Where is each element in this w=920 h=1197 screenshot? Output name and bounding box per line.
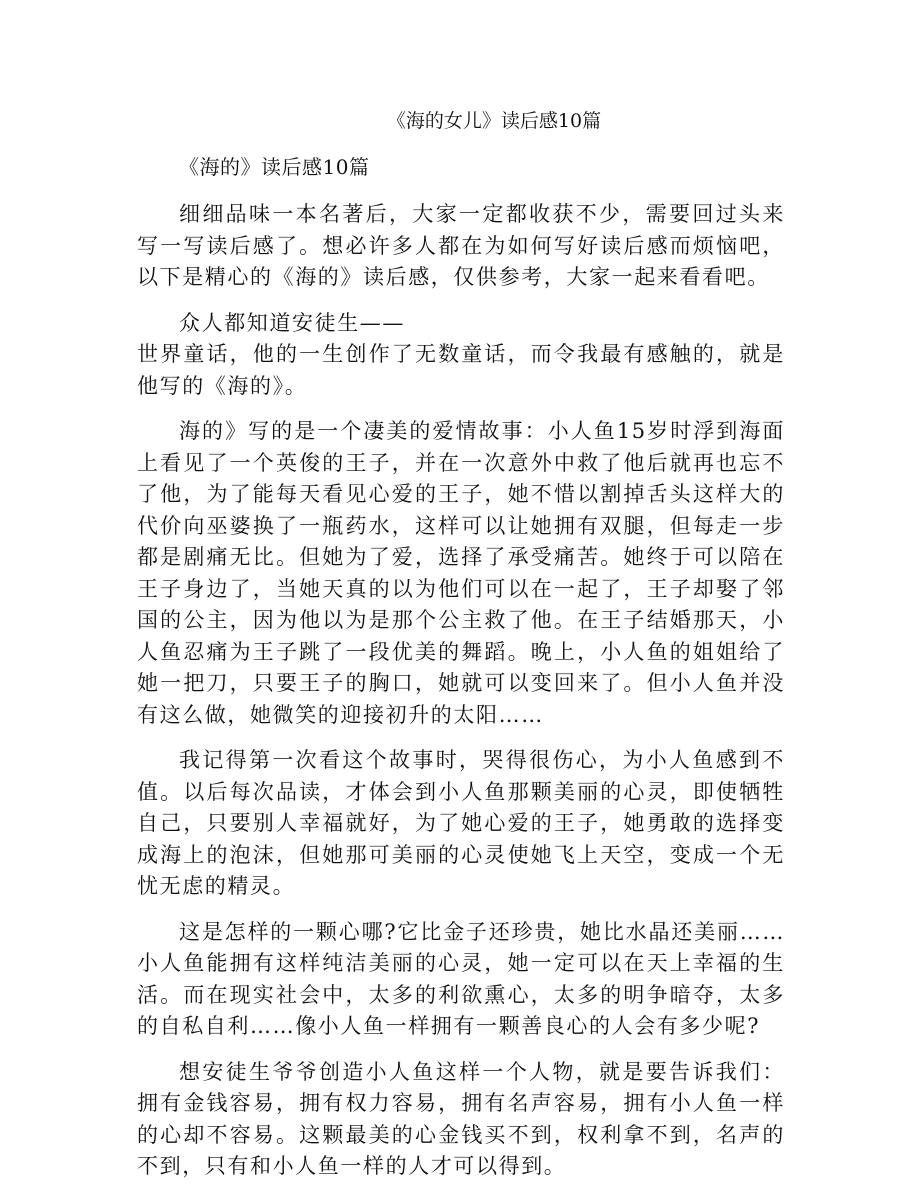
paragraph-intro: 细细品味一本名著后，大家一定都收获不少，需要回过头来写一写读后感了。想必许多人都在为如何写好读后感而烦恼吧，以下是精心的《海的》读后感，仅供参考，大家一起来看看吧。	[137, 202, 785, 289]
paragraph-memory: 我记得第一次看这个故事时，哭得很伤心，为小人鱼感到不值。以后每次品读，才体会到小人鱼那颗美丽的心灵，即使牺牲自己，只要别人幸福就好，为了她心爱的王子，她勇敢的选择变成海上的泡沫，但她那可美丽的心灵使她飞上天空，变成一个无忧无虑的精灵。	[137, 748, 785, 898]
document-body	[137, 108, 785, 1197]
paragraph-heart: 这是怎样的一颗心哪?它比金子还珍贵，她比水晶还美丽……小人鱼能拥有这样纯洁美丽的心灵，她一定可以在天上幸福的生活。而在现实社会中，太多的利欲熏心，太多的明争暗夺，太多的自私自利……像小人鱼一样拥有一颗善良心的人会有多少呢?	[137, 919, 785, 1038]
paragraph-conclusion: 想安徒生爷爷创造小人鱼这样一个人物，就是要告诉我们：拥有金钱容易，拥有权力容易，拥有名声容易，拥有小人鱼一样的心却不容易。这颗最美的心金钱买不到，权利拿不到，名声的不到，只有和小人鱼一样的人才可以得到。	[137, 1059, 785, 1178]
paragraph-story: 海的》写的是一个凄美的爱情故事：小人鱼15岁时浮到海面上看见了一个英俊的王子，并在一次意外中救了他后就再也忘不了他，为了能每天看见心爱的王子，她不惜以割掉舌头这样大的代价向巫婆换了一瓶药水，这样可以让她拥有双腿，但每走一步都是剧痛无比。但她为了爱，选择了承受痛苦。她终于可以陪在王子身边了，当她天真的以为他们可以在一起了，王子却娶了邻国的公主，因为他以为是那个公主救了他。在王子结婚那天，小人鱼忍痛为王子跳了一段优美的舞蹈。晚上，小人鱼的姐姐给了她一把刀，只要王子的胸口，她就可以变回来了。但小人鱼并没有这么做，她微笑的迎接初升的太阳……	[137, 419, 785, 727]
paragraph-andersen-line1: 众人都知道安徒生——	[179, 310, 405, 335]
document-title: 《海的女儿》读后感10篇	[386, 110, 602, 132]
paragraph-andersen-line2: 世界童话，他的一生创作了无数童话，而令我最有感触的，就是他写的《海的》。	[137, 342, 785, 398]
paragraph-andersen	[137, 308, 785, 403]
document-subtitle: 《海的》读后感10篇	[179, 155, 370, 179]
